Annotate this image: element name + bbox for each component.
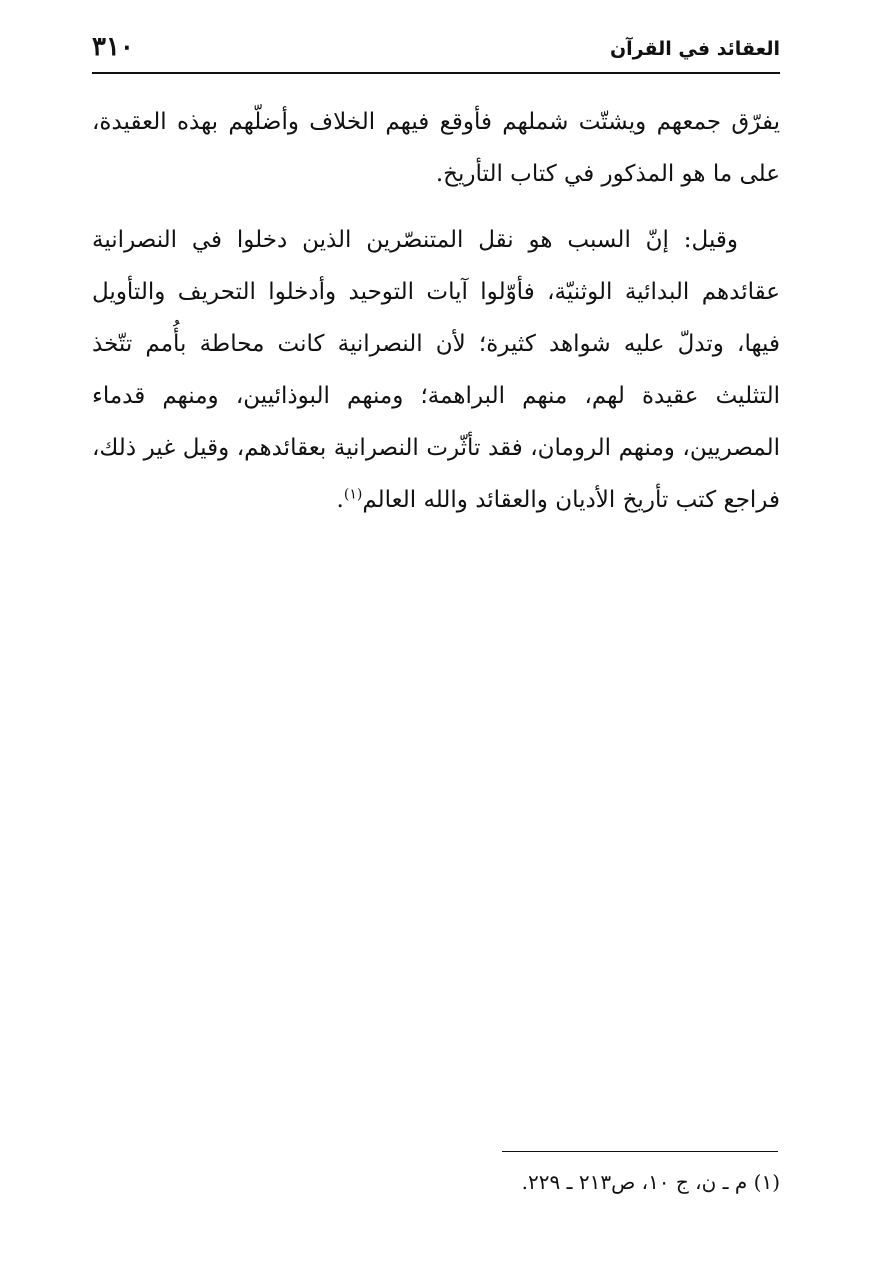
paragraph-2-text: وقيل: إنّ السبب هو نقل المتنصّرين الذين دخلوا في النصرانية عقائدهم البدائية الوثنيّة، فأوّلوا آيات التوحيد وأدخلوا التحريف والتأويل فيها، وتدلّ عليه شواهد كثيرة؛ لأن النصرانية كانت محاطة بأُمم تتّخذ التثليث عقيدة لهم، منهم البراهمة؛ ومنهم البوذائيين، ومنهم قدماء المصريين، ومنهم الرومان، فقد تأثّرت النصرانية بعقائدهم، وقيل غير ذلك، فراجع كتب تأريخ الأديان والعقائد والله العالم [92,227,780,513]
footnote-marker: (١) [343,486,363,503]
paragraph-2 [92,214,780,526]
paragraph-2-tail: . [336,487,344,513]
header-title: العقائد في القرآن [609,38,780,60]
body-text [92,96,780,540]
footnote-divider [502,1151,778,1152]
footnote-text: (١) م ـ ن، ج ١٠، ص٢١٣ ـ ٢٢٩. [521,1170,780,1194]
paragraph-1-text: يفرّق جمعهم ويشتّت شملهم فأوقع فيهم الخلاف وأضلّهم بهذه العقيدة، على ما هو المذكور في كتاب التأريخ. [92,109,780,187]
paragraph-1 [92,96,780,200]
footnote [92,1166,780,1198]
running-header [92,28,780,74]
page-number: ٣١٠ [92,32,134,62]
